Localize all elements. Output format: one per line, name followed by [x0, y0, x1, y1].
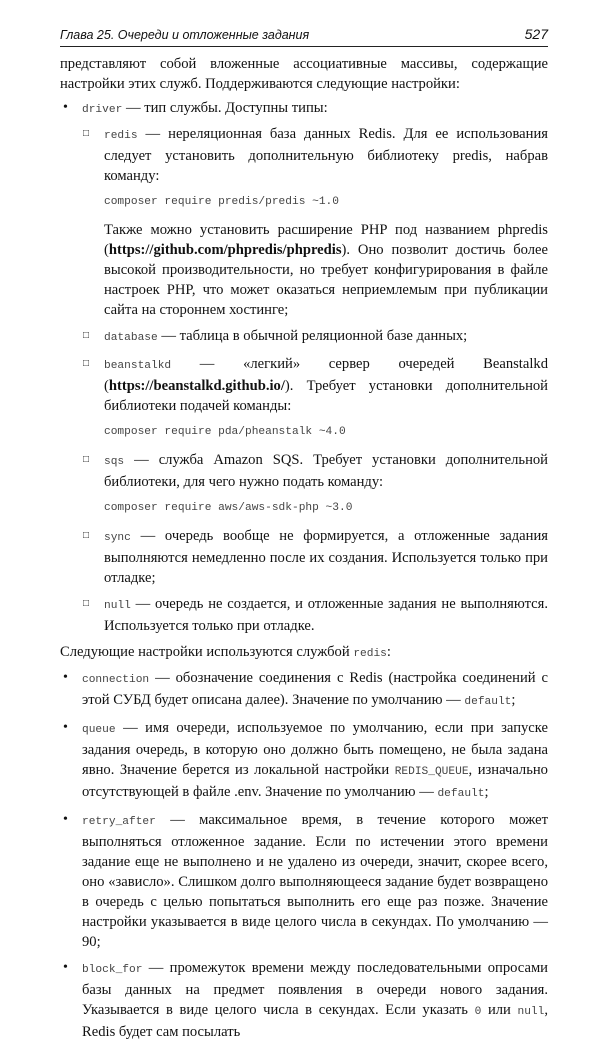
list-item-block-for: • block_for — промежуток времени между последовательными опросами базы данных на предмет появления в очереди нового задания. Указывается в виде целого числа в секундах. Если указать 0 или null, Redis будет сам посылать: [63, 960, 548, 1040]
running-header: [60, 26, 548, 47]
list-item-redis: [82, 124, 548, 320]
type-key: sqs: [104, 456, 125, 468]
square-bullet-icon: □: [83, 598, 90, 609]
beanstalkd-link: https://beanstalkd.github.io/: [108, 378, 285, 394]
list-item-beanstalkd: □ beanstalkd — «легкий» сервер очередей Beanstalkd (https://beanstalkd.github.io/). Требует установки дополнительной библиотеки подачей команды: composer require pda/pheanstalk ~4.0: [82, 354, 548, 442]
type-description: — нереляционная база данных Redis. Для ее использования следует установить дополнительную библиотеку predis, набрав команду:: [104, 126, 548, 184]
type-description: — очередь не создается, и отложенные задания не выполняются. Используется только при отладке.: [104, 596, 548, 634]
type-key: beanstalkd: [104, 360, 172, 372]
type-description: — служба Amazon SQS. Требует установки дополнительной библиотеки, для чего нужно подать команду:: [104, 452, 548, 490]
setting-description: — тип службы. Доступны типы:: [122, 100, 328, 116]
intro-paragraph: представляют собой вложенные ассоциативные массивы, содержащие настройки этих служб. Поддерживаются следующие настройки:: [60, 56, 548, 92]
list-item-null: [82, 594, 548, 636]
setting-key: connection: [82, 674, 150, 686]
setting-key: retry_after: [82, 816, 156, 828]
type-description: — таблица в обычной реляционной базе данных;: [157, 328, 468, 344]
setting-key: queue: [82, 724, 116, 736]
list-item-sqs: [82, 450, 548, 518]
square-bullet-icon: □: [83, 358, 90, 369]
square-bullet-icon: □: [83, 530, 90, 541]
list-item-retry-after: • retry_after — максимальное время, в течение которого может выполняться отложенное задание. Если по истечении этого времени задание еще не выполнено и не удалено из очереди, значит, скорее всего, оно «зависло». Слишком долго выполняющееся задание будет возвращено в очередь с целью попытаться выполнить его еще раз позже. Значение настройки указывается в виде целого числа в секундах. По умолчанию — 90;: [63, 812, 548, 950]
redis-settings-list: [60, 668, 548, 1042]
bullet-icon: •: [63, 812, 68, 827]
type-key: database: [104, 332, 158, 344]
list-item-queue: • queue — имя очереди, используемое по умолчанию, если при запуске задания очередь, в которую оно должно быть помещено, не была задана явно. Значение берется из локальной настройки REDIS_QUEUE, изначально отсутствующей в файле .env. Значение по умолчанию — default;: [63, 720, 548, 800]
type-key: null: [104, 600, 131, 612]
list-item-sync: [82, 526, 548, 588]
setting-key: driver: [82, 104, 123, 116]
list-item-database: [82, 326, 548, 348]
chapter-title: Глава 25. Очереди и отложенные задания: [60, 28, 310, 42]
driver-types-list: [82, 124, 548, 636]
bullet-icon: •: [63, 670, 68, 685]
bullet-icon: •: [63, 100, 68, 115]
settings-list: [60, 98, 548, 636]
page-number: 527: [524, 26, 548, 42]
type-key: sync: [104, 532, 131, 544]
square-bullet-icon: □: [83, 454, 90, 465]
bullet-icon: •: [63, 960, 68, 975]
bullet-icon: •: [63, 720, 68, 735]
code-line: composer require predis/predis ~1.0: [104, 196, 339, 208]
type-key: redis: [104, 130, 138, 142]
setting-key: block_for: [82, 964, 143, 976]
page-body: [60, 54, 548, 1048]
type-description: — очередь вообще не формируется, а отложенные задания выполняются немедленно после их создания. Используется только при отладке;: [104, 528, 548, 586]
redis-settings-intro: Следующие настройки используются службой redis:: [60, 644, 391, 660]
square-bullet-icon: □: [83, 128, 90, 139]
phpredis-link: https://github.com/phpredis/phpredis: [108, 242, 342, 258]
list-item-connection: • connection — обозначение соединения с Redis (настройка соединений с этой СУБД будет описана далее). Значение по умолчанию — default;: [63, 670, 548, 708]
list-item-driver: [60, 98, 548, 636]
code-line: composer require aws/aws-sdk-php ~3.0: [104, 502, 353, 514]
phpredis-note: Также можно установить расширение PHP под названием phpredis (https://github.com/phpredis/phpredis). Оно позволит достичь более высокой производительности, но требует конфигурирования в файле настроек PHP, что может оказаться неприемлемым при публикации сайта на стороннем хостинге;: [104, 222, 548, 318]
square-bullet-icon: □: [83, 330, 90, 341]
code-line: composer require pda/pheanstalk ~4.0: [104, 426, 346, 438]
